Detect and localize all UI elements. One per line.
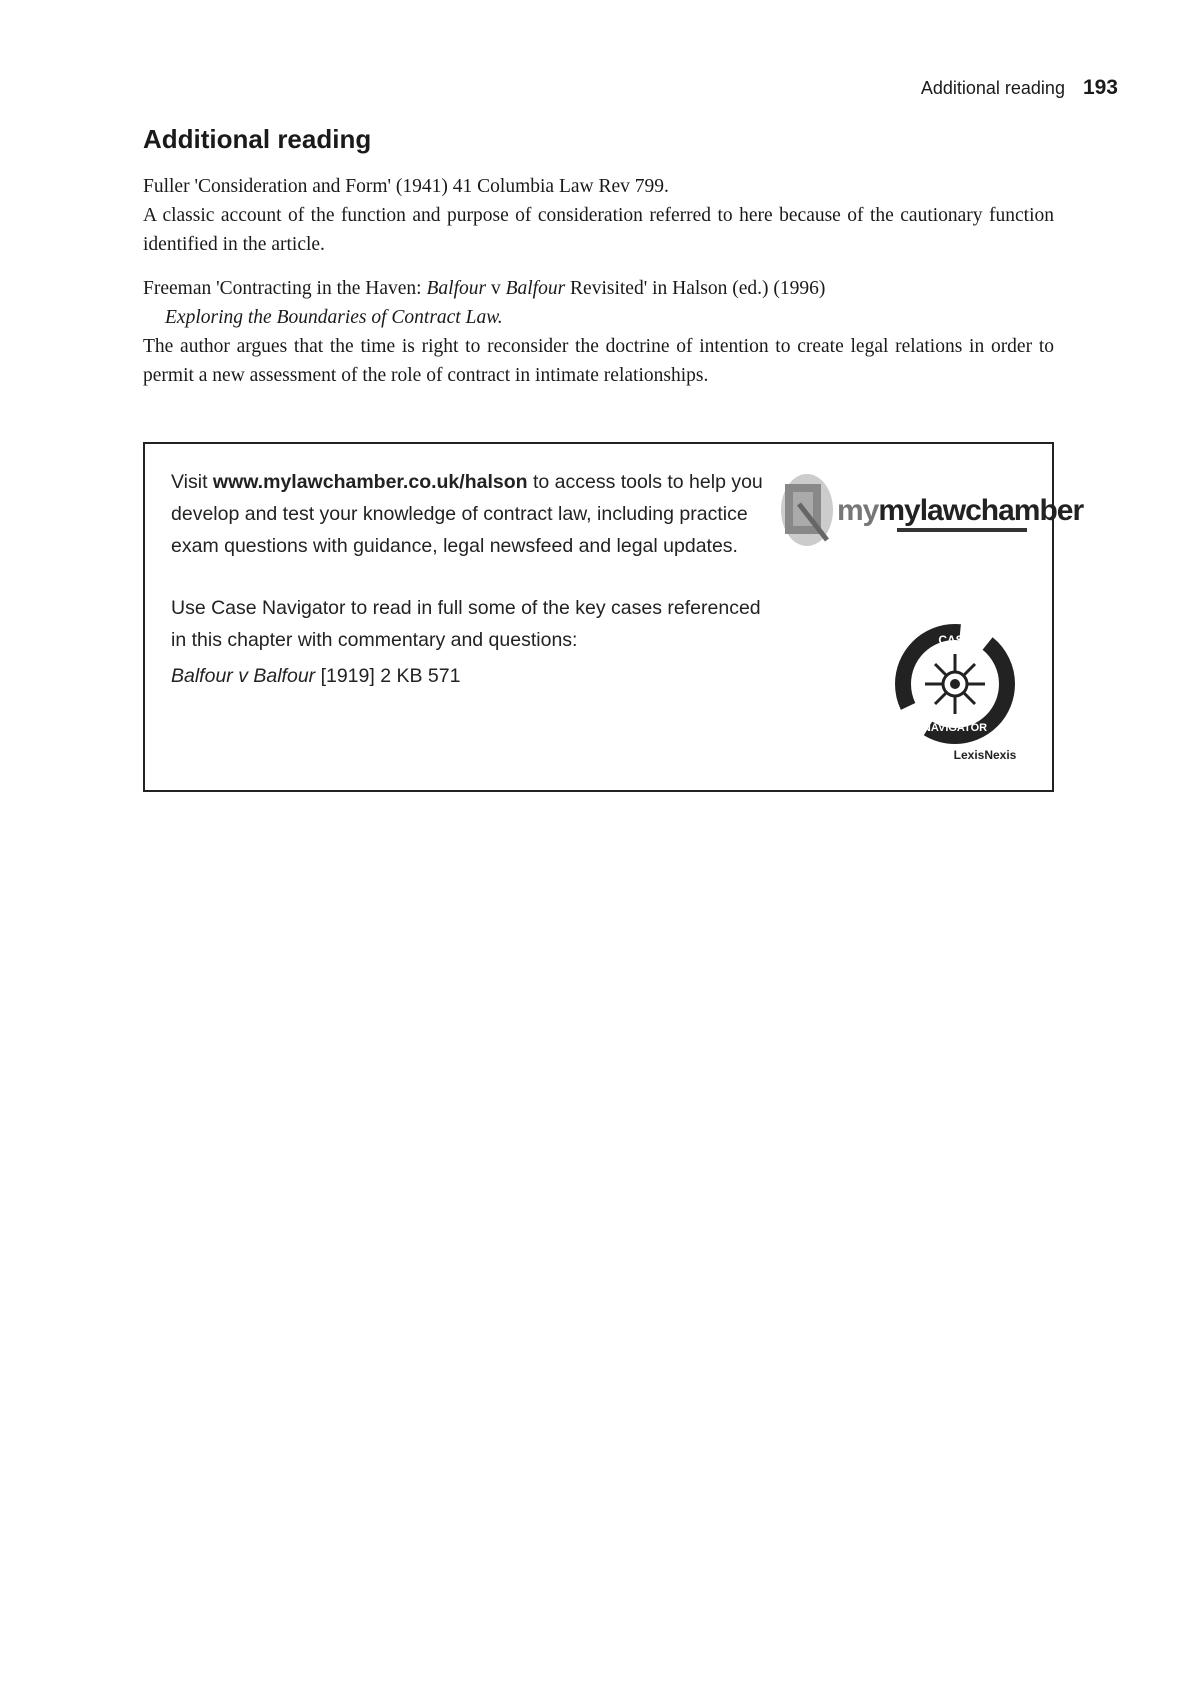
mylawchamber-logo: [777, 470, 1084, 550]
reading-entry-fuller: [143, 172, 1054, 259]
visit-label: Visit: [171, 471, 213, 493]
reading-entry-freeman: [143, 274, 1054, 390]
annotation: A classic account of the function and purpose of consideration referred to here because of the cautionary function identified in the article.: [143, 205, 1054, 255]
resources-box: [143, 442, 1084, 792]
citation-text: Freeman 'Contracting in the Haven:: [143, 278, 427, 299]
section-heading: Additional reading: [143, 124, 372, 154]
svg-text:mymylawchamber: mymylawchamber: [837, 494, 1084, 527]
svg-text:CASE: CASE: [938, 633, 972, 647]
case-name: Balfour: [505, 278, 566, 299]
citation: [143, 274, 1054, 303]
case-name: Balfour v Balfour: [171, 665, 316, 687]
citation: Fuller 'Consideration and Form' (1941) 41 Columbia Law Rev 799.: [143, 176, 669, 197]
website-link[interactable]: www.mylawchamber.co.uk/halson: [212, 471, 528, 493]
annotation: The author argues that the time is right to reconsider the doctrine of intention to create legal relations in order to permit a new assessment of the role of contract in intimate relationships.: [143, 336, 1054, 386]
navigator-text: Use Case Navigator to read in full some of the key cases referenced in this chapter with commentary and questions:: [171, 597, 761, 651]
book-title: Exploring the Boundaries of Contract Law.: [165, 307, 503, 328]
running-head: [921, 76, 1118, 100]
visit-description: to access tools to help you develop and test your knowledge of contract law, including practice exam questions with guidance, legal newsfeed and legal updates.: [171, 471, 763, 557]
svg-text:NAVIGATOR: NAVIGATOR: [922, 722, 988, 734]
visit-text: [171, 466, 771, 562]
versus: v: [486, 278, 506, 299]
case-navigator-logo: [895, 619, 1025, 769]
case-name: Balfour: [426, 278, 487, 299]
page-number: 193: [1082, 76, 1118, 99]
running-head-title: Additional reading: [920, 78, 1065, 98]
case-reference: [171, 660, 771, 692]
svg-text:LexisNexis: LexisNexis: [953, 748, 1017, 762]
citation-text: Revisited' in Halson (ed.) (1996): [565, 278, 826, 299]
case-citation: [1919] 2 KB 571: [315, 665, 461, 687]
